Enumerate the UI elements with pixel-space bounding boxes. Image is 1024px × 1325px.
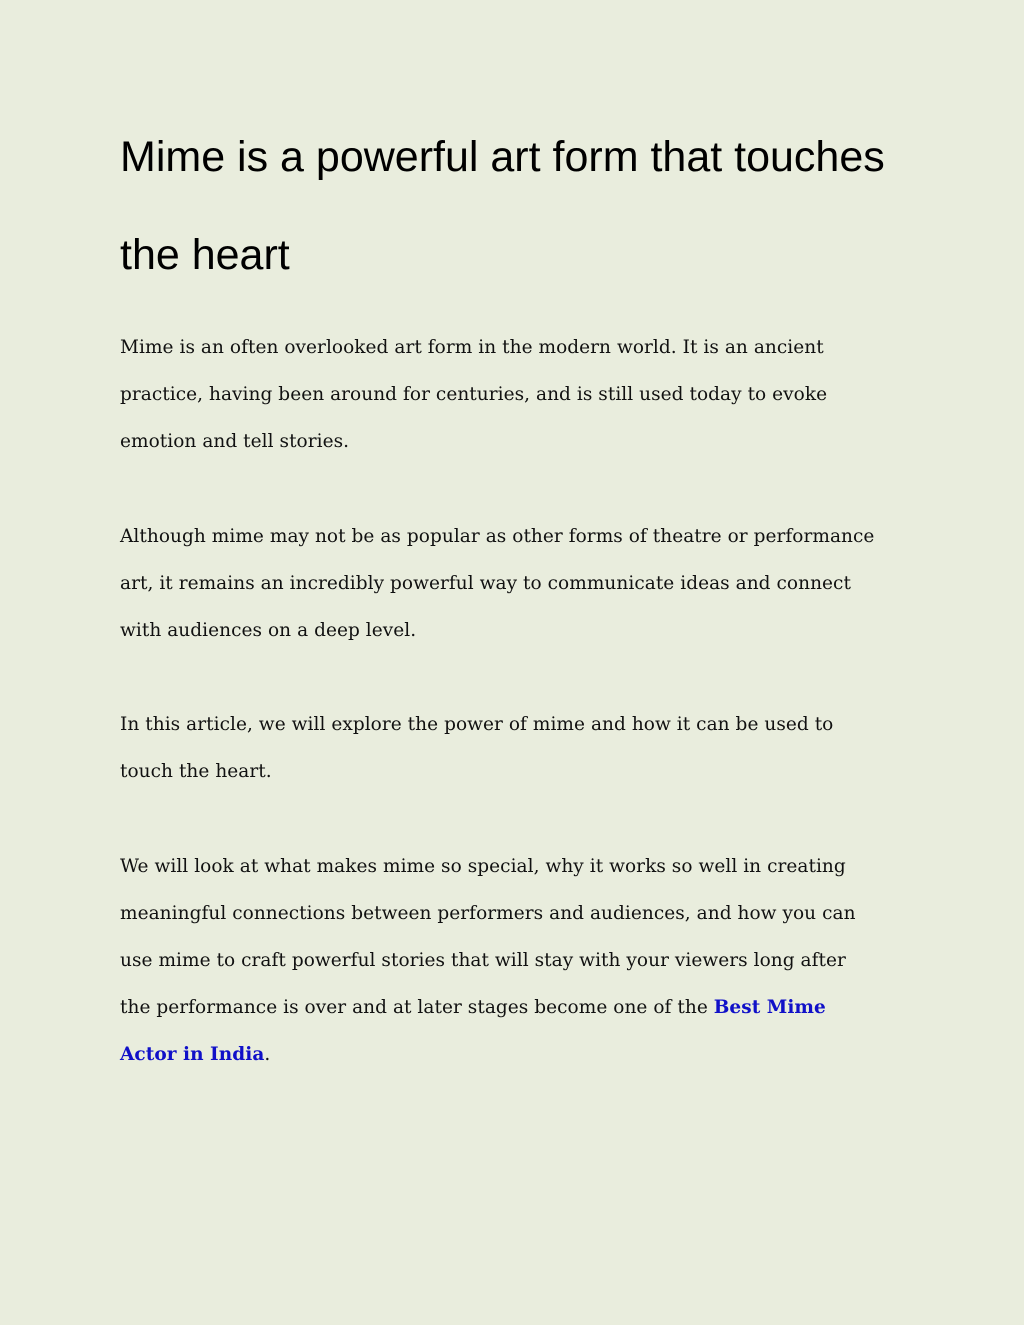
paragraph-overview — [120, 843, 920, 1079]
title-line: the heart — [120, 231, 290, 279]
paragraph-popularity — [120, 513, 920, 655]
best-mime-actor-link-continued[interactable]: Actor in India — [120, 1044, 265, 1066]
paragraph-line: practice, having been around for centuries, and is still used today to evoke — [120, 384, 828, 406]
best-mime-actor-link[interactable]: Best Mime — [713, 997, 826, 1019]
paragraph-line: We will look at what makes mime so special, why it works so well in creating — [120, 855, 846, 877]
paragraph-line — [120, 1031, 920, 1078]
paragraph-line: meaningful connections between performers and audiences, and how you can — [120, 902, 856, 924]
paragraph-line: touch the heart. — [120, 761, 272, 783]
paragraph-line: art, it remains an incredibly powerful way to communicate ideas and connect — [120, 572, 851, 594]
paragraph-line — [120, 984, 920, 1031]
paragraph-line: emotion and tell stories. — [120, 431, 350, 453]
paragraph-line: In this article, we will explore the power of mime and how it can be used to — [120, 714, 834, 736]
document-page — [120, 108, 920, 1079]
paragraph-line: with audiences on a deep level. — [120, 620, 417, 642]
paragraph-line-text: the performance is over and at later stages become one of the — [120, 997, 714, 1019]
paragraph-line: Mime is an often overlooked art form in the modern world. It is an ancient — [120, 337, 824, 358]
paragraph-intro — [120, 324, 920, 466]
article-title — [120, 108, 920, 304]
paragraph-line: Although mime may not be as popular as other forms of theatre or performance — [120, 525, 875, 547]
title-line: Mime is a powerful art form that touches — [120, 133, 885, 181]
paragraph-article-scope — [120, 701, 920, 795]
sentence-period: . — [264, 1044, 271, 1066]
paragraph-line: use mime to craft powerful stories that will stay with your viewers long after — [120, 950, 846, 972]
